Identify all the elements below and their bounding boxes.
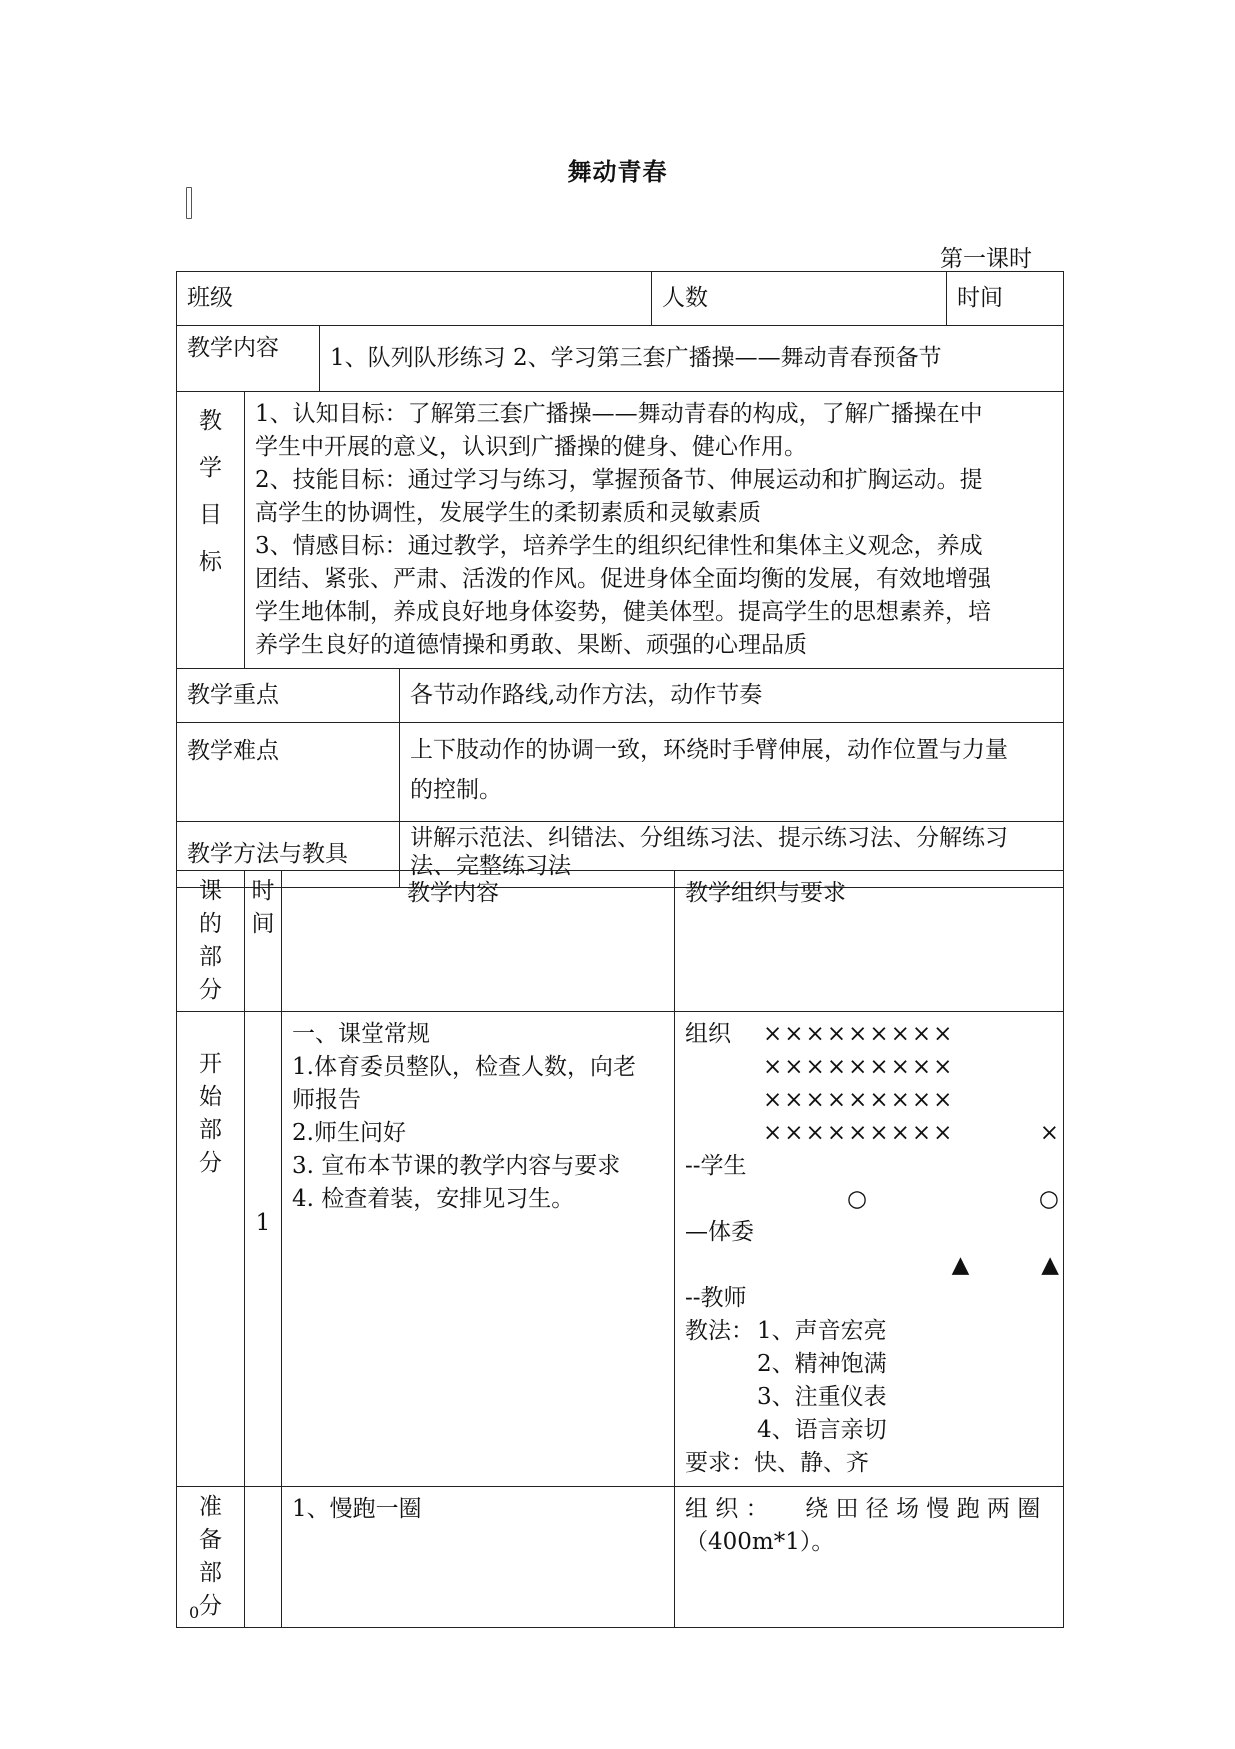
key-points-value-cell[interactable] bbox=[400, 669, 1064, 723]
start-part-char: 分 bbox=[199, 1150, 222, 1176]
time-header-char: 间 bbox=[251, 911, 275, 937]
prep-part-char: 准 bbox=[199, 1494, 222, 1520]
objective-line: 团结、紧张、严肃、活泼的作风。促进身体全面均衡的发展，有效地增强 bbox=[255, 566, 991, 592]
time-header-cell bbox=[245, 871, 282, 1012]
start-content-line: 师报告 bbox=[292, 1087, 361, 1113]
content-value: 1、队列队形练习 2、学习第三套广播操——舞动青春预备节 bbox=[330, 345, 942, 371]
objectives-label-char: 学 bbox=[199, 455, 222, 481]
start-content-line: 一、课堂常规 bbox=[292, 1021, 430, 1047]
methods-line: 法、完整练习法 bbox=[410, 853, 571, 879]
student-symbol: × bbox=[1039, 1120, 1059, 1146]
org-label: 组织 bbox=[685, 1021, 731, 1047]
time-cell[interactable] bbox=[947, 272, 1064, 326]
objectives-label-char: 目 bbox=[199, 502, 222, 528]
method-row bbox=[685, 1315, 1059, 1348]
method-item: 4、语言亲切 bbox=[757, 1417, 887, 1443]
start-section-row bbox=[177, 1012, 1064, 1487]
legend-teacher: --教师 bbox=[685, 1285, 747, 1311]
method-item: 3、注重仪表 bbox=[757, 1384, 887, 1410]
method-row bbox=[685, 1414, 1059, 1447]
objective-line: 学生地体制，养成良好地身体姿势，健美体型。提高学生的思想素养，培 bbox=[255, 599, 991, 625]
methods-label: 教学方法与教具 bbox=[187, 841, 348, 867]
content-label: 教学内容 bbox=[187, 335, 279, 361]
objective-line: 2、技能目标：通过学习与练习，掌握预备节、伸展运动和扩胸运动。提 bbox=[255, 467, 983, 493]
start-time-value: 1 bbox=[255, 1210, 271, 1236]
method-row bbox=[685, 1381, 1059, 1414]
lesson-process-table bbox=[176, 870, 1064, 1628]
key-points-row bbox=[177, 669, 1064, 723]
legend-monitor: —体委 bbox=[685, 1219, 754, 1245]
count-label: 人数 bbox=[662, 285, 708, 311]
content-header-label: 教学内容 bbox=[407, 880, 499, 906]
methods-line: 讲解示范法、纠错法、分组练习法、提示练习法、分解练习 bbox=[410, 825, 1008, 851]
formation-row bbox=[685, 1084, 1059, 1117]
prep-part-char: 备 bbox=[199, 1527, 222, 1553]
monitor-row bbox=[685, 1183, 1059, 1216]
start-part-char: 开 bbox=[199, 1051, 222, 1077]
prep-part-char: 分 bbox=[199, 1593, 222, 1619]
objective-line: 1、认知目标：了解第三套广播操——舞动青春的构成，了解广播操在中 bbox=[255, 401, 983, 427]
start-content-line: 1.体育委员整队，检查人数，向老 bbox=[292, 1054, 636, 1080]
method-label: 教法： bbox=[685, 1318, 754, 1344]
requirement-line: 要求：快、静、齐 bbox=[685, 1450, 869, 1476]
student-row: ××××××××× bbox=[763, 1087, 955, 1113]
start-part-cell bbox=[177, 1012, 245, 1487]
formation-row bbox=[685, 1018, 1059, 1051]
start-content-line: 4. 检查着装，安排见习生。 bbox=[292, 1186, 575, 1212]
monitor-symbol: ○ bbox=[847, 1186, 868, 1212]
objectives-row bbox=[177, 392, 1064, 669]
objective-line: 高学生的协调性，发展学生的柔韧素质和灵敏素质 bbox=[255, 500, 761, 526]
start-content-line: 3. 宣布本节课的教学内容与要求 bbox=[292, 1153, 621, 1179]
method-item: 2、精神饱满 bbox=[757, 1351, 887, 1377]
lesson-period: 第一课时 bbox=[940, 246, 1032, 272]
teacher-symbol: ▲ bbox=[1041, 1252, 1059, 1278]
time-header-char: 时 bbox=[251, 878, 275, 904]
part-header-char: 分 bbox=[199, 977, 222, 1003]
student-row: ××××××××× bbox=[763, 1120, 955, 1146]
start-content-cell[interactable] bbox=[282, 1012, 675, 1487]
class-label: 班级 bbox=[187, 285, 233, 311]
part-header-cell bbox=[177, 871, 245, 1012]
header-row bbox=[177, 272, 1064, 326]
start-part-char: 始 bbox=[199, 1084, 222, 1110]
prep-org-cell[interactable] bbox=[675, 1487, 1064, 1628]
objective-line: 养学生良好的道德情操和勇敢、果断、顽强的心理品质 bbox=[255, 632, 807, 658]
prep-org-line: （400m*1）。 bbox=[685, 1529, 835, 1555]
org-header-label: 教学组织与要求 bbox=[685, 880, 846, 906]
prep-org-line: 组 织 ： 绕 田 径 场 慢 跑 两 圈 bbox=[685, 1496, 1041, 1522]
difficulties-line: 上下肢动作的协调一致，环绕时手臂伸展，动作位置与力量 bbox=[410, 737, 1008, 763]
key-points-value: 各节动作路线,动作方法，动作节奏 bbox=[410, 682, 763, 708]
objective-line: 3、情感目标：通过教学，培养学生的组织纪律性和集体主义观念，养成 bbox=[255, 533, 983, 559]
time-label: 时间 bbox=[957, 285, 1003, 311]
method-item: 1、声音宏亮 bbox=[757, 1318, 887, 1344]
prep-content-value: 1、慢跑一圈 bbox=[292, 1496, 422, 1522]
part-header-char: 课 bbox=[199, 878, 222, 904]
key-points-label: 教学重点 bbox=[187, 682, 279, 708]
content-header-cell bbox=[282, 871, 675, 1012]
difficulties-row bbox=[177, 723, 1064, 822]
monitor-symbol: ○ bbox=[1038, 1186, 1059, 1212]
objectives-text-cell[interactable] bbox=[245, 392, 1064, 669]
prep-section-row bbox=[177, 1487, 1064, 1628]
teacher-symbol: ▲ bbox=[951, 1252, 970, 1278]
student-row: ××××××××× bbox=[763, 1021, 955, 1047]
difficulties-label-cell bbox=[177, 723, 400, 822]
prep-time-cell[interactable] bbox=[245, 1487, 282, 1628]
prep-part-char: 部 bbox=[199, 1560, 222, 1586]
start-time-cell[interactable] bbox=[245, 1012, 282, 1487]
objectives-label-cell bbox=[177, 392, 245, 669]
process-header-row bbox=[177, 871, 1064, 1012]
teacher-row bbox=[685, 1249, 1059, 1282]
difficulties-line: 的控制。 bbox=[410, 777, 502, 803]
document-title: 舞动青春 bbox=[567, 157, 668, 186]
legend-students: --学生 bbox=[685, 1153, 747, 1179]
difficulties-value-cell[interactable] bbox=[400, 723, 1064, 822]
difficulties-label: 教学难点 bbox=[187, 738, 279, 764]
prep-part-cell bbox=[177, 1487, 245, 1628]
student-row: ××××××××× bbox=[763, 1054, 955, 1080]
text-cursor-marker bbox=[186, 187, 192, 219]
start-part-char: 部 bbox=[199, 1117, 222, 1143]
objective-line: 学生中开展的意义，认识到广播操的健身、健心作用。 bbox=[255, 434, 807, 460]
org-header-cell bbox=[675, 871, 1064, 1012]
content-value-cell[interactable] bbox=[320, 326, 1064, 392]
start-org-cell[interactable] bbox=[675, 1012, 1064, 1487]
start-content-line: 2.师生问好 bbox=[292, 1120, 406, 1146]
part-header-char: 的 bbox=[199, 911, 222, 937]
content-row bbox=[177, 326, 1064, 392]
page-number: 0 bbox=[189, 1603, 200, 1622]
count-cell[interactable] bbox=[652, 272, 947, 326]
objectives-label-char: 教 bbox=[199, 408, 222, 434]
lesson-info-table bbox=[176, 271, 1064, 888]
prep-content-cell[interactable] bbox=[282, 1487, 675, 1628]
key-points-label-cell bbox=[177, 669, 400, 723]
method-row bbox=[685, 1348, 1059, 1381]
part-header-char: 部 bbox=[199, 944, 222, 970]
class-cell[interactable] bbox=[177, 272, 652, 326]
content-label-cell bbox=[177, 326, 320, 392]
objectives-label-char: 标 bbox=[199, 549, 222, 575]
formation-row bbox=[685, 1117, 1059, 1150]
formation-row bbox=[685, 1051, 1059, 1084]
